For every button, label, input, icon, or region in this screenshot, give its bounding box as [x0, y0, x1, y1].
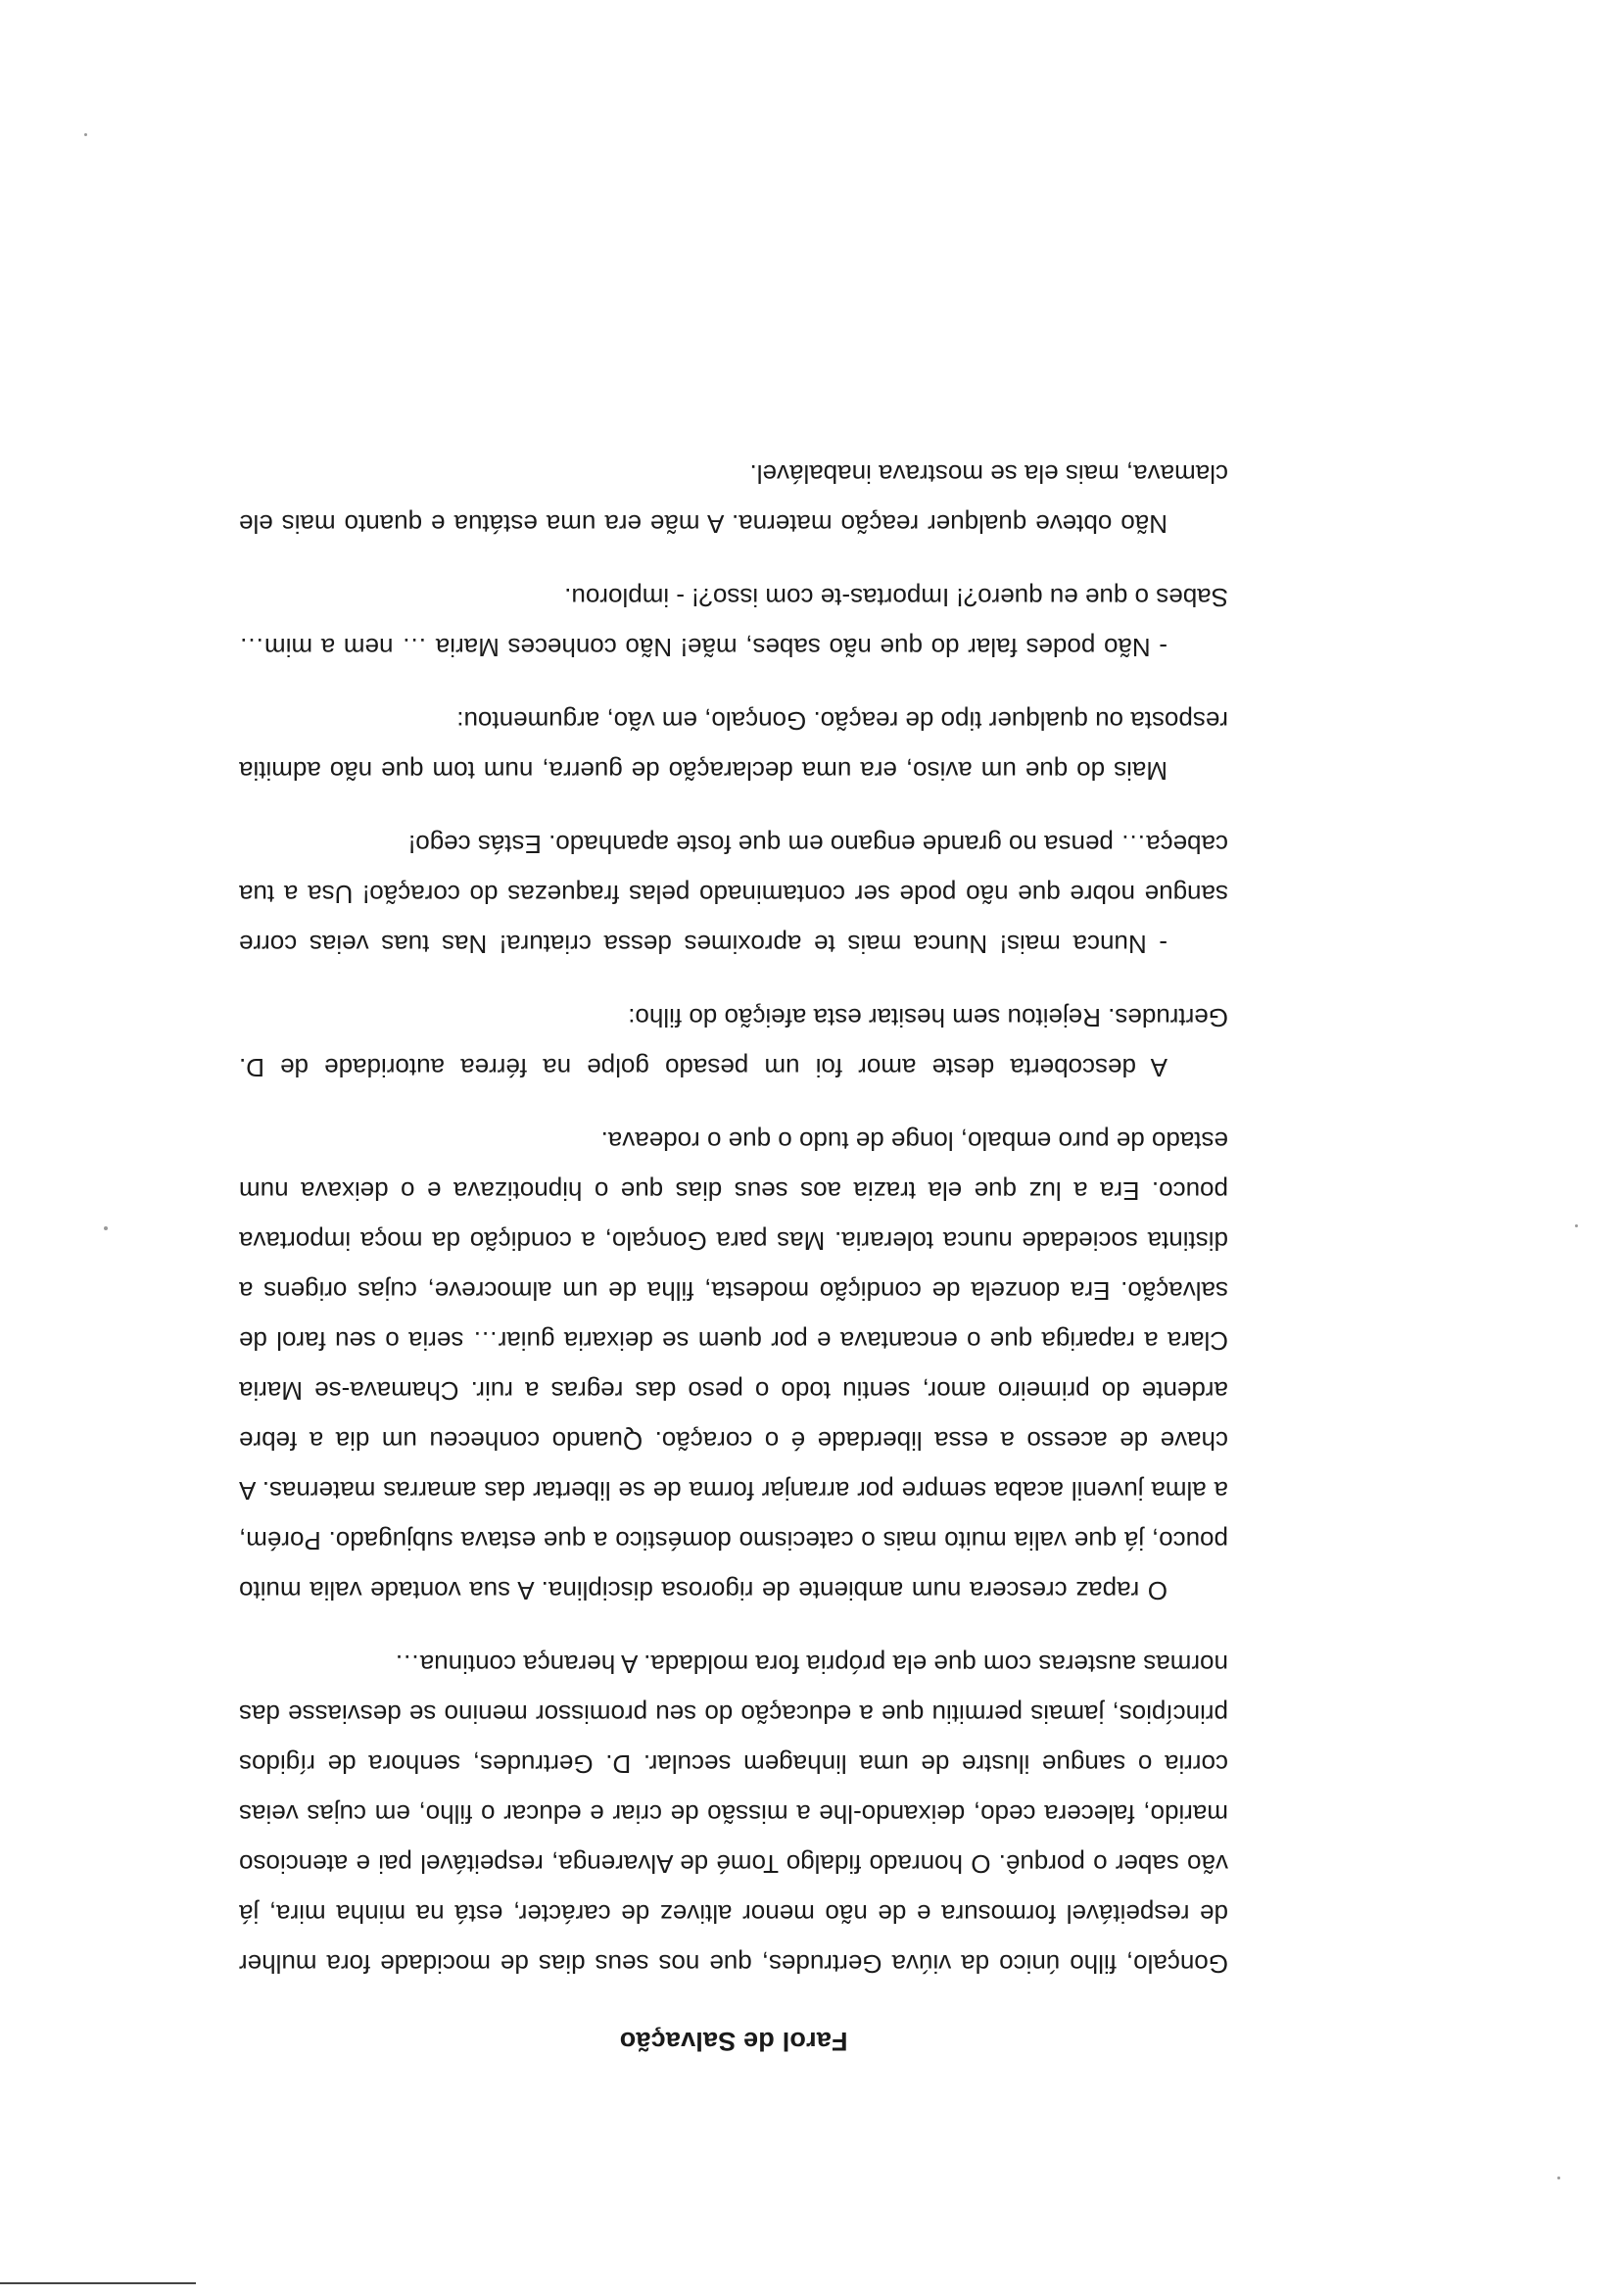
scan-speck [1557, 2176, 1560, 2179]
paragraph-4: Mais do que um aviso, era uma declaração de guerra, num tom que não admitia resposta ou qualquer tipo de reação. Gonçalo, em vão, argumentou: [239, 706, 1228, 786]
scan-speck [84, 133, 87, 136]
scan-speck [1575, 1224, 1578, 1227]
document-body [239, 425, 1228, 2056]
dialogue-2: - Não podes falar do que não sabes, mãe! Não conheces Maria … nem a mim… Sabes o que eu quero?! Importas-te com isso?! - implorou. [239, 583, 1228, 662]
scan-speck [104, 1226, 108, 1230]
paragraph-3: A descoberta deste amor foi um pesado golpe na férrea autoridade de D. Gertrudes. Rejeitou sem hesitar esta afeição do filho: [239, 1003, 1228, 1082]
document-title: Farol de Salvação [619, 2027, 848, 2056]
paragraph-1: Gonçalo, filho único da viúva Gertrudes, que nos seus dias de mocidade fora mulher de respeitável formosura e de não menor altivez de carácter, está na minha mira, já vão saber o porquê. O honrado fidalgo Tomé de Alvarenga, respeitável pai e atencioso marido, falecera cedo, deixando-lhe a missão de criar e educar o filho, em cujas veias corria o sangue ilustre de uma linhagem secular. D. Gertrudes, senhora de rígidos princípios, jamais permitiu que a educação do seu promissor menino se desviasse das normas austeras com que ela própria fora moldada. A herança continua… [239, 1650, 1228, 1979]
dialogue-1: - Nunca mais! Nunca mais te aproximes dessa criatura! Nas tuas veias corre sangue nobre que não pode ser contaminado pelas fraquezas do coração! Usa a tua cabeça… pensa no grande engano em que foste apanhado. Estás cego! [239, 830, 1228, 959]
scan-edge-mark [0, 2282, 196, 2284]
paragraph-5: Não obteve qualquer reação materna. A mãe era uma estátua e quanto mais ele clamava, mais ela se mostrava inabalável. [239, 459, 1228, 539]
paragraph-2: O rapaz crescera num ambiente de rigorosa disciplina. A sua vontade valia muito pouco, já que valia muito mais o catecismo doméstico a que estava subjugado. Porém, a alma juvenil acaba sempre por arranjar forma de se libertar das amarras maternas. A chave de acesso a essa liberdade é o coração. Quando conheceu um dia a febre ardente do primeiro amor, sentiu todo o peso das regras a ruir. Chamava-se Maria Clara a rapariga que o encantava e por quem se deixaria guiar… seria o seu farol de salvação. Era donzela de condição modesta, filha de um almocreve, cujas origens a distinta sociedade nunca toleraria. Mas para Gonçalo, a condição da moça importava pouco. Era a luz que ela trazia aos seus dias que o hipnotizava e o deixava num estado de puro embalo, longe de tudo o que o rodeava. [239, 1126, 1228, 1605]
